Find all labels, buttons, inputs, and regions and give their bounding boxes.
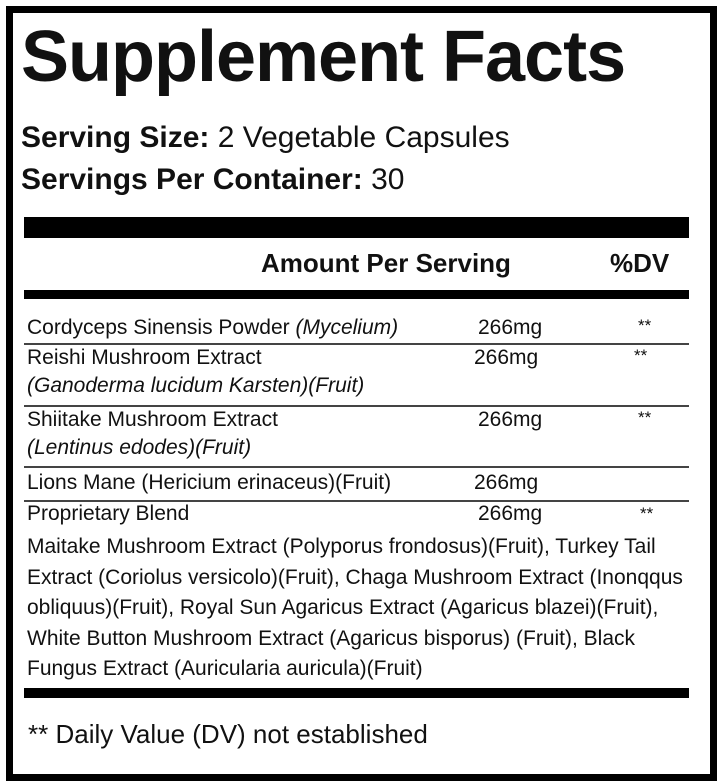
ingredient-dv: ** (638, 316, 652, 335)
ingredient-detail: (Lentinus edodes)(Fruit) (27, 436, 252, 459)
ingredient-amount: 266mg (478, 502, 543, 525)
ingredient-detail: (Ganoderma lucidum Karsten)(Fruit) (27, 374, 365, 397)
serving-size-label: Serving Size: (21, 121, 210, 154)
thick-divider (24, 217, 689, 238)
proprietary-blend-description: Maitake Mushroom Extract (Polyporus frondosus)(Fruit), Turkey Tail Extract (Coriolus versicolo)(Fruit), Chaga Mushroom Extract (Inonqqus obliquus)(Fruit), Royal Sun Agaricus Extract (Agaricus blazei)(Fruit), White Button Mushroom Extract (Agaricus bisporus) (Fruit), Black Fungus Extract (Auricularia auricula)(Fruit) (27, 535, 683, 680)
row-divider (24, 466, 689, 468)
ingredient-dv: ** (634, 346, 648, 365)
header-divider (24, 290, 689, 299)
ingredient-name: Shiitake Mushroom Extract (27, 408, 278, 431)
serving-size (21, 120, 510, 156)
ingredient-name: Proprietary Blend (27, 502, 190, 525)
ingredient-amount: 266mg (478, 316, 543, 339)
servings-per-container-label: Servings Per Container: (21, 163, 363, 196)
ingredient-dv: ** (640, 504, 654, 523)
footnote: ** Daily Value (DV) not established (28, 719, 428, 749)
ingredient-name: Lions Mane (Hericium erinaceus)(Fruit) (27, 471, 392, 494)
amount-header: Amount Per Serving (261, 248, 511, 278)
servings-per-container (21, 162, 404, 198)
footer-divider (24, 688, 689, 698)
ingredient-name: Cordyceps Sinensis Powder (Mycelium) (27, 316, 399, 339)
panel-title: Supplement Facts (21, 17, 626, 97)
ingredient-name: Reishi Mushroom Extract (27, 346, 262, 369)
ingredient-amount: 266mg (478, 408, 543, 431)
servings-per-container-value: 30 (371, 163, 405, 196)
ingredient-dv: ** (638, 408, 652, 427)
ingredient-amount: 266mg (474, 346, 539, 369)
ingredient-amount: 266mg (474, 471, 539, 494)
dv-header: %DV (610, 248, 670, 278)
serving-size-value: 2 Vegetable Capsules (217, 121, 510, 154)
